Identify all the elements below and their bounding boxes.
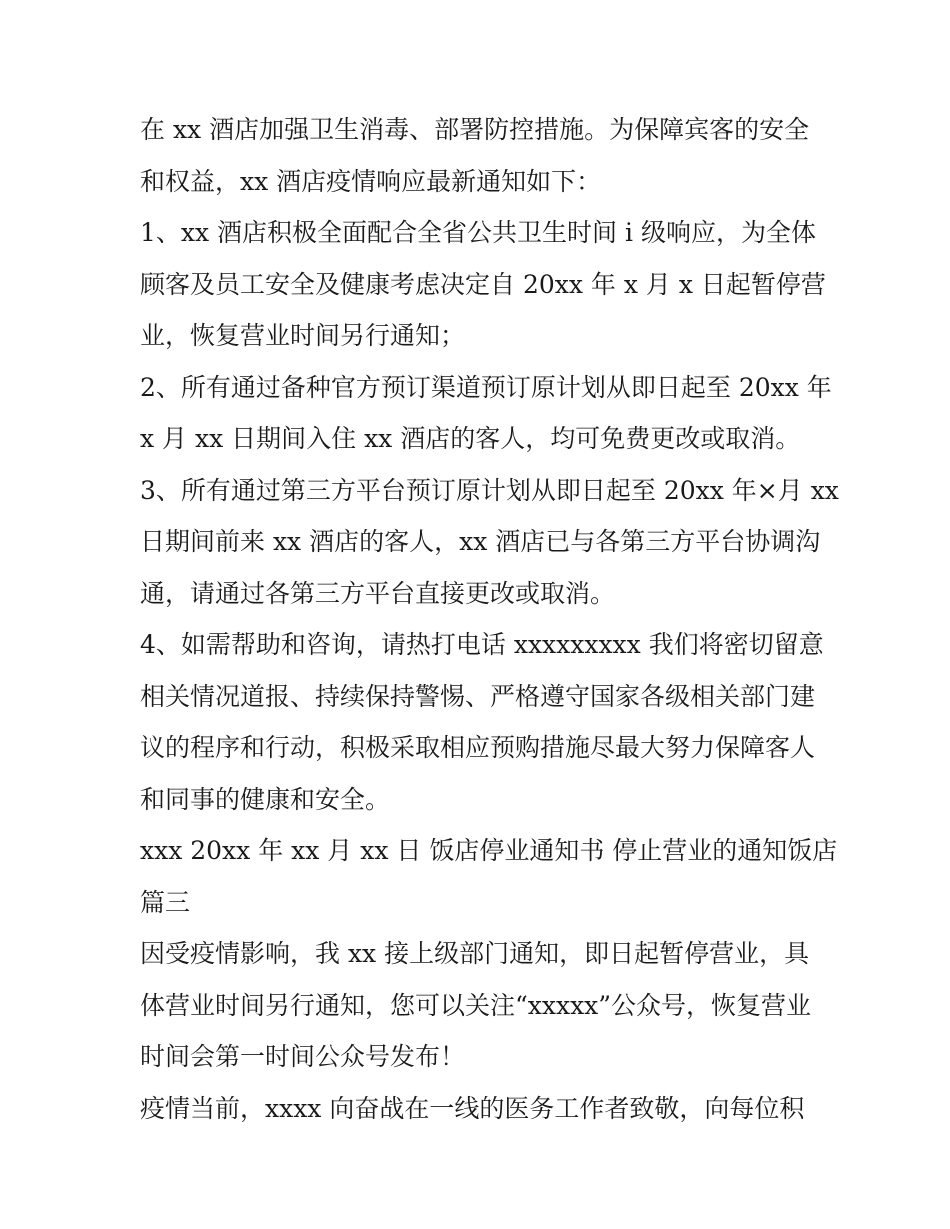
text-line: x 月 xx 日期间入住 xx 酒店的客人，均可免费更改或取消。 (140, 424, 801, 453)
text-line: xxx 20xx 年 xx 月 xx 日 饭店停业通知书 停止营业的通知饭店 (140, 836, 838, 865)
text-line: 日期间前来 xx 酒店的客人，xx 酒店已与各第三方平台协调沟 (140, 527, 821, 556)
text-line: 疫情当前，xxxx 向奋战在一线的医务工作者致敬，向每位积 (140, 1093, 805, 1123)
text-line: 相关情况道报、持续保持警惕、严格遵守国家各级相关部门建 (140, 681, 816, 711)
text-line: 4、如需帮助和咨询，请热打电话 xxxxxxxxx 我们将密切留意 (140, 630, 824, 659)
document-body (140, 104, 839, 1134)
text-line: 3、所有通过第三方平台预订原计划从即日起至 20xx 年×月 xx (140, 475, 839, 505)
text-line: 业，恢复营业时间另行通知； (140, 321, 466, 350)
text-line: 篇三 (140, 887, 191, 917)
text-line: 1、xx 酒店积极全面配合全省公共卫生时间 i 级响应，为全体 (140, 218, 816, 247)
text-line: 和权益，xx 酒店疫情响应最新通知如下： (140, 166, 602, 196)
text-line: 通，请通过各第三方平台直接更改或取消。 (140, 578, 616, 608)
text-line: 和同事的健康和安全。 (140, 784, 391, 814)
text-line: 在 xx 酒店加强卫生消毒、部署防控措施。为保障宾客的安全 (140, 115, 810, 144)
text-line: 时间会第一时间公众号发布！ (140, 1042, 466, 1071)
text-line: 顾客及员工安全及健康考虑决定自 20xx 年 x 月 x 日起暂停营 (140, 269, 826, 299)
text-line: 议的程序和行动，积极采取相应预购措施尽最大努力保障客人 (140, 733, 816, 762)
text-line: 因受疫情影响，我 xx 接上级部门通知，即日起暂停营业，具 (140, 939, 810, 968)
text-line: 2、所有通过备种官方预订渠道预订原计划从即日起至 20xx 年 (140, 372, 832, 402)
text-line: 体营业时间另行通知，您可以关注“xxxxx”公众号，恢复营业 (140, 990, 812, 1020)
